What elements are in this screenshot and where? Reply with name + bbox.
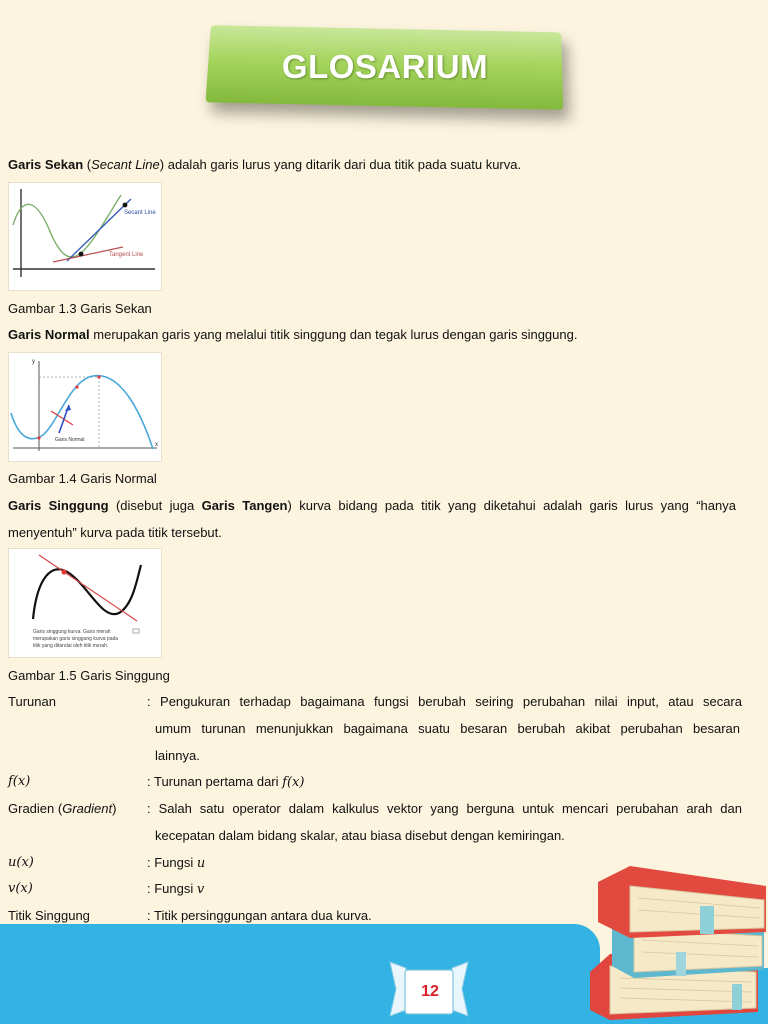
normal-line-diagram <box>9 353 161 461</box>
books-stack-icon <box>580 862 768 1024</box>
secant-figure <box>8 182 162 291</box>
glossary-term-titik-singgung: Titik Singgung <box>8 908 90 923</box>
glossary-def-fx-text: : Turunan pertama dari <box>147 774 283 789</box>
glossary-def-gradien-line-1: : Salah satu operator dalam kalkulus vektor yang berguna untuk mencari perubahan arah dan <box>147 801 742 816</box>
page-number: 12 <box>421 983 439 1000</box>
normal-y-axis-label: y <box>32 359 35 365</box>
tangent-definition-line-1 <box>8 498 736 514</box>
glossary-def-fx-math: f(x) <box>282 775 305 790</box>
secant-paren-close: ) <box>159 157 165 172</box>
glossary-term-vx: v(x) <box>8 881 33 896</box>
glossary-def-gradien-line-2: kecepatan dalam bidang skalar, atau biasa disebut dengan kemiringan. <box>155 828 565 843</box>
glossary-def-ux-math: u <box>196 856 206 871</box>
secant-term: Garis Sekan <box>8 157 84 172</box>
glossary-def-ux-text: : Fungsi <box>147 855 197 870</box>
glossary-def-vx-math: v <box>196 882 205 897</box>
normal-term: Garis Normal <box>8 327 90 342</box>
glossary-term-fx: f(x) <box>8 774 31 789</box>
figure-caption-1-5: Gambar 1.5 Garis Singgung <box>8 668 170 683</box>
glossary-def-turunan-line-1: : Pengukuran terhadap bagaimana fungsi berubah seiring perubahan nilai input, atau secara <box>147 694 742 709</box>
page-title: GLOSARIUM <box>281 48 489 85</box>
tangent-term: Garis Singgung <box>8 498 109 513</box>
enlarge-icon <box>133 629 139 633</box>
normal-line-label: Garis Normal <box>55 437 85 443</box>
secant-line-diagram <box>9 183 161 290</box>
glossary-def-turunan-line-3: lainnya. <box>155 748 200 763</box>
glossary-def-turunan-line-2: umum turunan menunjukkan bagaimana suatu besaran berubah akibat perubahan besaran <box>155 721 740 736</box>
glossary-term-ux: u(x) <box>8 855 34 870</box>
figure-caption-1-4: Gambar 1.4 Garis Normal <box>8 471 157 486</box>
glossary-term-gradien-close: ) <box>112 801 117 816</box>
normal-definition-text: merupakan garis yang melalui titik singgung dan tegak lurus dengan garis singgung. <box>89 327 578 342</box>
tangent-figure-caption-1: Garis singgung kurva. Garis merah <box>33 629 111 635</box>
tangent-figure-caption-2: merupakan garis singgung kurva pada <box>33 636 119 642</box>
glossary-def-fx <box>147 774 742 791</box>
tangent-definition-line-2: menyentuh” kurva pada titik tersebut. <box>8 525 222 540</box>
glossary-def-titik-singgung: : Titik persinggungan antara dua kurva. <box>147 908 372 923</box>
tangent-term-2: Garis Tangen <box>201 498 288 513</box>
title-banner <box>208 28 562 108</box>
normal-figure <box>8 352 162 462</box>
figure-caption-1-3: Gambar 1.3 Garis Sekan <box>8 301 152 316</box>
tangent-figure-caption-3: titik yang ditandai oleh titik merah. <box>33 643 109 649</box>
normal-definition <box>8 327 577 343</box>
glossary-term-gradien <box>8 801 116 817</box>
glossary-def-vx-text: : Fungsi <box>147 881 197 896</box>
glossary-term-turunan: Turunan <box>8 694 56 709</box>
glossary-term-gradien-text: Gradien ( <box>8 801 63 816</box>
glossary-term-gradien-en: Gradient <box>62 801 113 816</box>
tangent-text-1: (disebut juga <box>108 498 202 513</box>
footer-bar <box>0 924 600 1024</box>
tangent-line-label: Tangent Line <box>109 252 144 258</box>
normal-x-axis-label: x <box>155 442 158 448</box>
tangent-figure <box>8 548 162 658</box>
secant-term-en: Secant Line <box>91 157 160 172</box>
tangent-text-2: ) kurva bidang pada titik yang diketahui adalah garis lurus yang “hanya <box>287 498 736 513</box>
secant-definition-text: adalah garis lurus yang ditarik dari dua titik pada suatu kurva. <box>164 157 522 172</box>
tangent-line-diagram <box>9 549 161 657</box>
secant-paren-open: ( <box>83 157 92 172</box>
secant-definition <box>8 157 521 173</box>
secant-line-label: Secant Line <box>124 210 156 216</box>
